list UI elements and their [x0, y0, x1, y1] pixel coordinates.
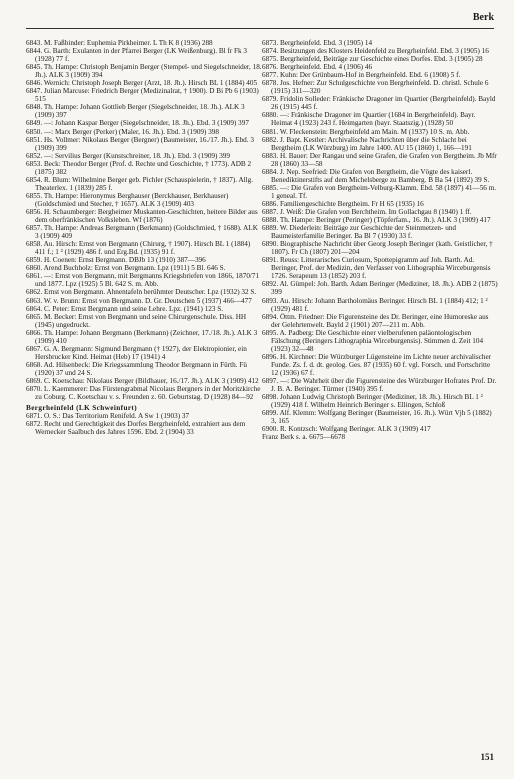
bibliography-entry: 6876. Bergrheinfeld. Ebd. 4 (1906) 46: [262, 63, 373, 72]
page-number: 151: [480, 752, 494, 762]
bibliography-entry: 6870. L. Kaemmerer: Das Fürstengrabmal Nicolaus Bergners in der Moritzkirche zu Coburg. C. Koetschau v. s. Freunden z. 60. Geburtstag. D (1928) 84—92: [26, 385, 261, 402]
bibliography-entry: 6893. Au. Hirsch: Johann Bartholomäus Beringer. Hirsch BL 1 (1884) 412; 1 ² (1929) 481 f.: [262, 296, 488, 313]
bibliography-entry: 6874. Besitzungen des Klosters Heidenfeld zu Bergrheinfeld. Ebd. 3 (1905) 16: [262, 47, 489, 56]
bibliography-entry: 6860. Arend Buchholz: Ernst von Bergmann. Lpz (1911) 5 Bl. 646 S.: [26, 264, 226, 273]
bibliography-entry: 6851. Hs. Vollmer: Nikolaus Berger (Bergner) (Baumeister, 16./17. Jh.). Ebd. 3 (1909) 399: [26, 135, 254, 152]
left-column: [26, 39, 262, 436]
bibliography-entry: 6887. J. Weiß: Die Grafen von Berchtheim. Im Gollachgau 8 (1940) 1 ff.: [262, 207, 472, 216]
bibliography-entry: 6900. R. Kontzsch: Wolfgang Beringer. ALK 3 (1909) 417: [262, 425, 431, 434]
bibliography-entry: 6891. Reuss: Litterarisches Curiosum, Spottepigramm auf Joh. Barth. Ad. Beringer, Prof. der Medizin, den Verfasser von Lithographia Wirceburgensis 1726. Serapeum 13 (1852) 203 f.: [262, 256, 491, 281]
bibliography-entry: 6898. Johann Ludwig Christoph Beringer (Mediziner, 18. Jh.). Hirsch BL 1 ² (1929) 418 f. Wilhelm Heinrich Beringer s. Ellingen, Schloß: [262, 393, 483, 410]
bibliography-entry: 6878. Jos. Hefner: Zur Schulgeschichte von Bergrheinfeld. D. christl. Schule 6 (1915) 311—320: [262, 79, 489, 96]
bibliography-entry: 6883. H. Bauer: Der Rangau und seine Grafen, die Grafen von Bergtheim. Jb Mfr 28 (1860) 33—58: [262, 151, 497, 168]
bibliography-entry: 6888. Th. Hampe: Beringer (Peringer) (Töpferfam., 16. Jh.). ALK 3 (1909) 417: [262, 216, 491, 225]
bibliography-entry: 6894. Öttm. Friedner: Die Figurensteine des Dr. Beringer, eine Humoreske aus der Gelehrtenwelt. Bayld 2 (1901) 207—211 m. Abb.: [262, 312, 489, 329]
bibliography-entry: 6886. Familiengeschichte Bergtheim. Fr H 65 (1935) 16: [262, 199, 424, 208]
bibliography-entry: 6866. Th. Hampe: Johann Bergmann (Berkmann) (Zeichner, 17./18. Jh.). ALK 3 (1909) 410: [26, 328, 258, 345]
bibliography-entry: 6885. —: Die Grafen von Bergtheim-Velburg-Klamm. Ebd. 58 (1897) 41—56 m. 1 geneal. Tf.: [262, 183, 497, 200]
bibliography-entry: 6856. H. Schaumberger: Bergheimer Muskanten-Geschichten, heitere Bilder aus dem oberfränkischen Volksleben. Wf (1876): [26, 207, 258, 225]
bibliography-entry: 6843. M. Faßbinder: Euphemia Pirkheimer. L Th K 8 (1936) 288: [26, 39, 213, 47]
bibliography-entry: 6845. Th. Hampe: Christoph Benjamin Berger (Stempel- und Siegelschneider, 18. Jh.). ALK 3 (1909) 394: [26, 63, 262, 80]
bibliography-entry: 6877. Kuhn: Der Grünbaum-Hof in Bergrheinfeld. Ebd. 6 (1908) 5 f.: [262, 71, 461, 80]
bibliography-entry: 6875. Bergrheinfeld, Beiträge zur Geschichte eines Dorfes. Ebd. 3 (1905) 28: [262, 55, 483, 64]
bibliography-entry: 6899. Alf. Klemm: Wolfgang Beringer (Baumeister, 16. Jh.). Würt Vjh 5 (1882) 3, 165: [262, 409, 492, 426]
bibliography-entry: 6890. Biographische Nachricht über Georg Joseph Beringer (kath. Geistlicher, † 1807). Fr Ch (1807) 201—204: [262, 240, 493, 257]
bibliography-entry: 6855. Th. Hampe: Hieronymus Berghauser (Berckhauser, Berkhauser) (Goldschmied und Stecher, † 1657). ALK 3 (1909) 403: [26, 191, 229, 208]
bibliography-entry: 6863. W. v. Brunn: Ernst von Bergmann. D. Gr. Deutschen 5 (1937) 466—477: [26, 296, 252, 305]
bibliography-entry: 6861. —: Ernst von Bergmann, mit Bergmanns Kriegsbriefen von 1866, 1870/71 und 1877. Lpz (1925) 5 Bl. 642 S. m. Abb.: [26, 272, 260, 289]
bibliography-entry: 6844. G. Barth: Exulanten in der Pfarrei Berger (LK Weißenburg). Bl fr Fk 3 (1928) 77 f.: [26, 47, 247, 64]
bibliography-entry: 6873. Bergrheinfeld. Ebd. 3 (1905) 14: [262, 39, 373, 47]
bibliography-entry: 6896. H. Kirchner: Die Würzburger Lügensteine im Lichte neuer archivalischer Funde. Zs. f. d. dt. geolog. Ges. 87 (1935) 60 f. vgl. Forsch. und Fortschritte 12 (1936) 67 f.: [262, 352, 492, 377]
bibliography-entry: 6862. Ernst von Bergmann. Ahnentafeln berühmter Deutscher. Lpz (1932) 32 S.: [26, 288, 257, 297]
bibliography-entry: 6869. C. Koetschau: Nikolaus Berger (Bildhauer, 16./17. Jh.). ALK 3 (1909) 412: [26, 376, 259, 385]
bibliography-entry: 6846. Wernich: Christoph Joseph Berger (Arzt, 18. Jh.). Hirsch BL 1 (1884) 405: [26, 79, 258, 88]
right-column: [262, 39, 498, 441]
bibliography-entry: 6871. O. S.: Das Territorium Renifeld. A Sw 1 (1903) 37: [26, 412, 190, 421]
bibliography-entry: 6853. Beck: Theodor Berger (Prof. d. Rechte und Geschichte, † 1773). ADB 2 (1875) 382: [26, 159, 252, 176]
bibliography-entry: 6895. A. Padberg: Die Geschichte einer vielberufenen paläontologischen Fälschung (Beringers Lithographia Wirceburgensis). Stimmen d. Zeit 104 (1923) 32—48: [262, 328, 484, 353]
bibliography-entry: 6864. C. Peter: Ernst Bergmann und seine Lehre. Lpz. (1941) 123 S.: [26, 304, 224, 313]
bibliography-entry: 6882. J. Bapt. Kestler: Archivalische Nachrichten über die Schlacht bei Bergtheim (LK Würzburg) im Jahre 1400. AU 15 (1860) 1, 166—191: [262, 135, 472, 152]
bibliography-entry: 6859. H. Coenen: Ernst Bergmann. DBJb 13 (1910) 387—396: [26, 256, 206, 265]
bibliography-entry: 6884. J. Nep. Seefried: Die Grafen von Bergtheim, die Vögte des kaiserl. Benediktinerstifts auf dem Michelsberge zu Bamberg. B Ba 54 (1892) 39 S.: [262, 167, 490, 184]
bibliography-entry: 6892. Al. Gümpel: Joh. Barth. Adam Beringer (Mediziner, 18. Jh.). ADB 2 (1875) 399: [262, 280, 498, 297]
bibliography-entry: 6897. —: Die Wahrheit über die Figurensteine des Würzburger Hofrates Prof. Dr. J. B. A. Beringer. Türmer (1940) 395 f.: [262, 376, 497, 394]
bibliography-entry: 6872. Recht und Gerechtigkeit des Dorfes Bergrheinfeld, extrahiert aus dem Wernecker Saalbuch des Jahres 1596. Ebd. 2 (1904) 33: [26, 420, 246, 437]
bibliography-entry: Franz Berk s. a. 6675—6678: [262, 433, 346, 442]
bibliography-entry: 6849. —: Johann Kaspar Berger (Siegelschneider, 18. Jh.). Ebd. 3 (1909) 397: [26, 119, 249, 128]
section-heading: Bergrheinfeld (LK Schweinfurt): [26, 404, 138, 413]
bibliography-entry: 6880. —: Fränkische Dragoner im Quartier (1684 in Bergrheinfeld). Bayr. Heimat 4 (1923) 243 f. Heimgarten (bayr. Staatszig.) (1928) 50: [262, 111, 476, 128]
header-rule: [26, 28, 494, 29]
bibliography-entry: 6852. —: Servilius Berger (Kunstschreiner, 18. Jh.). Ebd. 3 (1909) 399: [26, 151, 230, 160]
running-header: Berk: [472, 12, 494, 23]
bibliography-entry: 6858. Au. Hirsch: Ernst von Bergmann (Chirurg, † 1907). Hirsch BL 1 (1884) 411 f.; 1 ² (1929) 486 f. und Erg.Bd. (1935) 91 f.: [26, 240, 251, 257]
bibliography-entry: 6881. W. Fleckenstein: Bergrheinfeld am Main. M (1937) 10 S. m. Abb.: [262, 127, 470, 136]
bibliography-entry: 6857. Th. Hampe: Andreas Bergmann (Berkmann) (Goldschmied, † 1688). ALK 3 (1909) 409: [26, 224, 258, 241]
bibliography-entry: 6854. R. Blum: Wilhelmine Berger geb. Pichler (Schauspielerin, † 1837). Allg. Theaterlex. 1 (1839) 285 f.: [26, 175, 254, 192]
bibliography-entry: 6850. —: Marx Berger (Perker) (Maler, 16. Jh.). Ebd. 3 (1909) 398: [26, 127, 219, 136]
bibliography-entry: 6867. G. A. Bergmann: Sigmund Bergmann († 1927), der Elektropionier, ein Hersbrucker Kind. Heimat (Heb) 17 (1941) 4: [26, 344, 247, 361]
bibliography-entry: 6848. Th. Hampe: Johann Gottlieb Berger (Siegelschneider, 18. Jh.). ALK 3 (1909) 397: [26, 103, 245, 120]
bibliography-entry: 6865. M. Becker: Ernst von Bergmann und seine Chirurgenschule. Diss. HH (1945) ungedruckt.: [26, 312, 247, 329]
bibliography-entry: 6889. W. Diederlein: Beiträge zur Geschichte der Steinmetzen- und Baumeisterfamilie Beringer. Ba Bl 7 (1930) 33 f.: [262, 224, 456, 241]
bibliography-entry: 6868. Ad. Hilsenbeck: Die Kriegssammlung Theodor Bergmann in Fürth. Fü (1920) 37 und 24 S.: [26, 360, 247, 377]
bibliography-entry: 6879. Fridolin Solleder: Fränkische Dragoner im Quartier (Bergrheinfeld). Bayld 26 (1915) 445 f.: [262, 95, 496, 112]
bibliography-entry: 6847. Julian Marcuse: Friedrich Berger (Medizinalrat, † 1900). D Bi Pb 6 (1903) 515: [26, 87, 259, 104]
